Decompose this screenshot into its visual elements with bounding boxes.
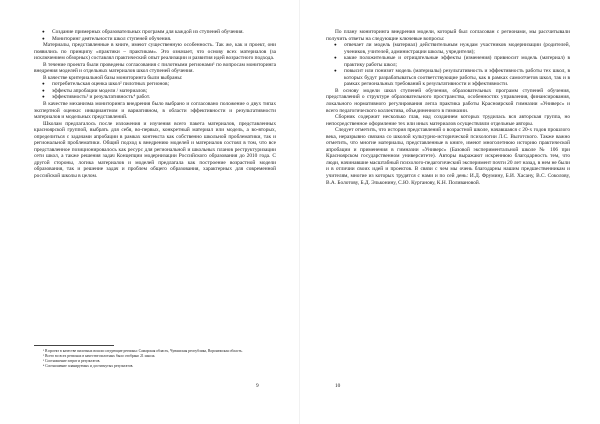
bullet-icon: ● <box>42 94 45 100</box>
footnotes <box>34 345 276 369</box>
bullet-icon: ● <box>334 55 337 61</box>
paragraph: Следует отметить, что история представлений о возрастной школе, начавшаяся с 20-х годов прошлого века, неразрывно связана со школой культурно-исторической психологии Л.С. Выготского. Также важно отметить, что многие материалы, представленные в книге, имеют многолетнюю историю практической апробации и применения в гимназии «Универс» (Базовой экспериментальной школе № 106 при Красноярском государственном университете). Авторы выражают искреннюю благодарность тем, что люди, начинавшие масштабный психолого-педагогический эксперимент почти 20 лет назад, в нем не были и в отличии своих идей и проектов. В связи с чем мы очень благодарны нашим предшественникам и учителям, многие из которых трудятся с нами и по сей день: И.Д. Фрумину, Б.И. Хасану, В.С. Соколову, В.А. Болотову, Б.Д. Эльконину, С.Ю. Курганову, К.Н. Поливановой. <box>326 127 570 186</box>
footnote: ¹ В проект в качестве пилотных вошли следующие регионы: Самарская область, Чувашская республика, Воронежская область. <box>43 349 243 353</box>
list-item: ● Мониторинг деятельности школ ступеней обучения. <box>42 35 172 42</box>
top-bullet-list <box>34 29 276 42</box>
footnote-divider <box>34 345 114 346</box>
paragraph: По плану мониторинга внедрения модели, который был согласован с регионами, мы рассчитывали получить ответы на следующие ключевые вопросы: <box>326 29 570 42</box>
bullet-icon: ● <box>42 87 45 93</box>
footnote: ⁴ Соотношение планируемых и достигнутых результатов. <box>43 364 134 369</box>
paragraph: В основу модели школ ступеней обучения, образовательных программ ступеней обучения, представлений о структуре образовательного пространства, особенностях управления, финансирования, локального нормативного регулирования легла практика работы Красноярской гимназии «Универс» и всего педагогического коллектива, объединенного в гимназии. <box>326 87 570 114</box>
list-item: ● потребительская оценка школ² пилотных регионов; <box>42 81 170 88</box>
list-item: ● эффекты апробации модели / материалов; <box>42 87 148 94</box>
criteria-list <box>34 81 276 101</box>
right-page <box>300 0 600 424</box>
footnote: ³ Соотношение затрат и результатов. <box>43 359 101 364</box>
paragraph: В течение проекта были проведены согласования с пилотными регионами¹ по вопросам мониторинга внедрения моделей и отдельных материалов школ ступеней обучения. <box>34 61 276 75</box>
footnote: ² Всего во всех регионах в качестве пилотных было отобрано 21 школа. <box>43 354 156 359</box>
bullet-icon: ● <box>334 42 337 48</box>
list-item: ● Создание примерных образовательных программ для каждой из ступеней обучения. <box>42 29 244 35</box>
paragraph: Школам предлагалось после изложения и изучения всего пакета материалов, представленных красноярской группой, выбрать для себя, во-первых, конкретный материал или модель, а во-вторых, определиться с задачами апробации в рамках контекста как собственно школьной проблематики, так и региональной проблематики. Общий подход к внедрению моделей и материалов состоял в том, что все представленное позиционировалось как ресурс для региональной и школьных планов реструктуризации сети школ, а также решения задач Концепции модернизации Российского образования до 2010 года. С другой стороны, логика материалов и моделей предлагала как построение возрастной модели образования, так и решение задач и проблем общего образования, характерных для современной российской школы в целом. <box>34 120 276 180</box>
page-number: 9 <box>256 383 259 389</box>
questions-list <box>326 42 570 88</box>
paragraph: В качестве критериальной базы мониторинга были выбраны: <box>43 74 183 81</box>
bullet-icon: ● <box>42 35 45 41</box>
list-item: ● повысит или понизит модель (материалы) результативность и эффективность работы тех школ, в которых будут разрабатываться соответствующие работы, как в рамках самоотчетов школ, так и в рамках региональных требований к результативности и эффективности. <box>334 68 570 88</box>
paragraph: Сборник содержит несколько глав, над созданием которых трудилась вся авторская группа, но непосредственное оформление тех или иных материалов осуществляли отдельные авторы. <box>326 114 570 127</box>
page-number: 10 <box>335 383 341 389</box>
paragraph: В качестве механизма мониторинга внедрения было выбрано и согласовано положение о двух типах экспертной оценки: инвариантном и вариативном, в области эффективности и результативности материалов и модельных представлений. <box>34 101 276 121</box>
bullet-icon: ● <box>42 81 45 87</box>
list-item: ● отвечает ли модель (материал) действительным нуждам участников модернизации (родителей, учеников, учителей, администрации школы, учредителя); <box>334 42 570 55</box>
list-item: ● эффективность³ и результативность⁴ работ. <box>42 94 151 101</box>
bullet-icon: ● <box>42 29 45 34</box>
list-item: ● какие положительные и отрицательные эффекты (изменения) привносит модель (материал) в практику работы школ; <box>334 55 570 68</box>
bullet-icon: ● <box>334 68 337 74</box>
paragraph: Материалы, представленные в книге, имеют существенную особенность. Так же, как и проект, они появились по принципу «практики – практикам». Это означает, что основу всех материалов (за исключением обзорных) составлял практический опыт реализации и развития идей возрастного подхода. <box>34 42 276 62</box>
